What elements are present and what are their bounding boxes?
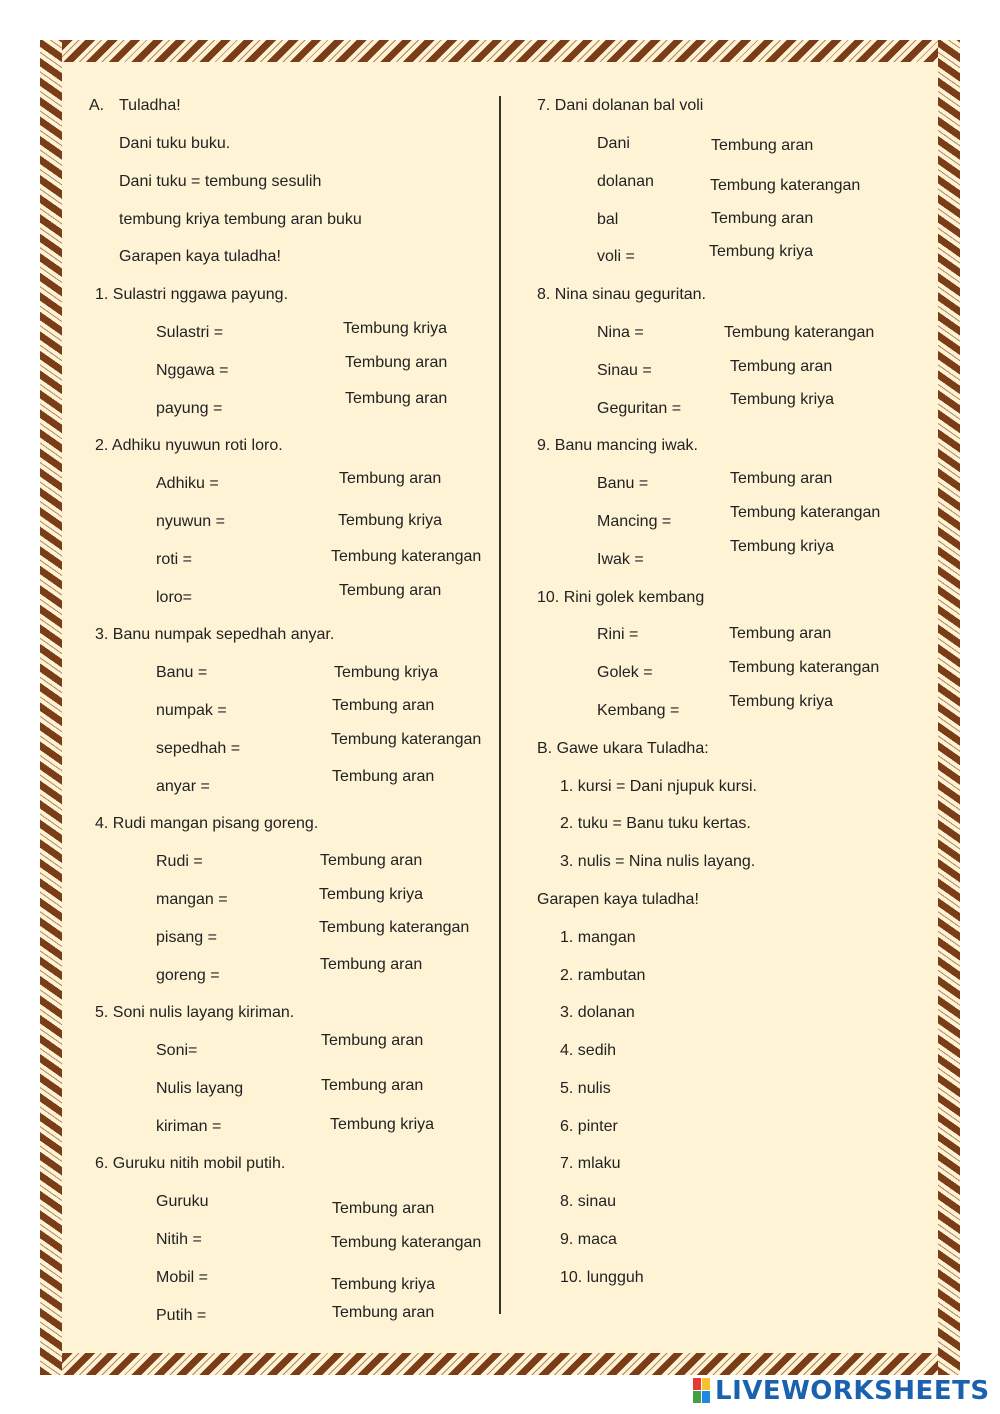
word-label: dolanan: [597, 173, 654, 190]
answer-field[interactable]: Tembung katerangan: [730, 504, 881, 521]
question-title: 10. Rini golek kembang: [537, 589, 705, 606]
question-title: 7. Dani dolanan bal voli: [537, 97, 704, 114]
word-label: Sinau =: [597, 362, 652, 379]
example-sentence: Dani tuku buku.: [119, 135, 231, 152]
word-label: kiriman =: [156, 1118, 222, 1135]
word-label: numpak =: [156, 702, 227, 719]
word-label: goreng =: [156, 967, 220, 984]
question-title: 8. Nina sinau geguritan.: [537, 286, 706, 303]
answer-field[interactable]: Tembung kriya: [729, 693, 834, 710]
word-label: voli =: [597, 248, 635, 265]
answer-field[interactable]: Tembung katerangan: [331, 731, 482, 748]
exercise-item: 10. lungguh: [560, 1269, 644, 1286]
word-label: Banu =: [597, 475, 649, 492]
example-line: Dani tuku = tembung sesulih: [119, 173, 322, 190]
question-title: 5. Soni nulis layang kiriman.: [95, 1004, 295, 1021]
liveworksheets-logo[interactable]: [693, 1375, 990, 1407]
column-divider: [499, 96, 501, 1314]
word-label: loro=: [156, 589, 193, 606]
answer-field[interactable]: Tembung katerangan: [331, 1234, 482, 1251]
instruction-text: Garapen kaya tuladha!: [537, 891, 699, 908]
answer-field[interactable]: Tembung aran: [320, 956, 423, 973]
answer-field[interactable]: Tembung aran: [332, 1200, 435, 1217]
section-b-title: B. Gawe ukara Tuladha:: [537, 740, 709, 757]
exercise-item: 6. pinter: [560, 1118, 618, 1135]
answer-field[interactable]: Tembung aran: [332, 768, 435, 785]
answer-field[interactable]: Tembung katerangan: [729, 659, 880, 676]
word-label: Sulastri =: [156, 324, 224, 341]
answer-field[interactable]: Tembung kriya: [343, 320, 448, 337]
answer-field[interactable]: Tembung katerangan: [724, 324, 875, 341]
word-label: Mancing =: [597, 513, 672, 530]
answer-field[interactable]: Tembung aran: [320, 852, 423, 869]
word-label: Soni=: [156, 1042, 198, 1059]
word-label: Nitih =: [156, 1231, 202, 1248]
example-line: tembung kriya tembung aran buku: [119, 211, 362, 228]
word-label: Mobil =: [156, 1269, 209, 1286]
decorative-border-right: [938, 40, 960, 1375]
word-label: Rudi =: [156, 853, 203, 870]
answer-field[interactable]: Tembung kriya: [330, 1116, 435, 1133]
question-title: 6. Guruku nitih mobil putih.: [95, 1155, 286, 1172]
question-title: 2. Adhiku nyuwun roti loro.: [95, 437, 283, 454]
question-title: 3. Banu numpak sepedhah anyar.: [95, 626, 335, 643]
word-label: Adhiku =: [156, 475, 219, 492]
exercise-item: 2. rambutan: [560, 967, 646, 984]
word-label: Kembang =: [597, 702, 680, 719]
word-label: mangan =: [156, 891, 228, 908]
answer-field[interactable]: Tembung aran: [729, 625, 832, 642]
word-label: payung =: [156, 400, 223, 417]
answer-field[interactable]: Tembung aran: [345, 390, 448, 407]
answer-field[interactable]: Tembung kriya: [338, 512, 443, 529]
exercise-item: 4. sedih: [560, 1042, 617, 1059]
answer-field[interactable]: Tembung aran: [730, 470, 833, 487]
answer-field[interactable]: Tembung kriya: [334, 664, 439, 681]
word-label: pisang =: [156, 929, 217, 946]
decorative-border-left: [40, 40, 62, 1375]
word-label: Dani: [597, 135, 630, 152]
answer-field[interactable]: Tembung aran: [332, 1304, 435, 1321]
exercise-item: 1. mangan: [560, 929, 636, 946]
decorative-border-top: [40, 40, 960, 62]
instruction-text: Garapen kaya tuladha!: [119, 248, 281, 265]
word-label: Geguritan =: [597, 400, 682, 417]
word-label: Nina =: [597, 324, 644, 341]
question-title: 4. Rudi mangan pisang goreng.: [95, 815, 319, 832]
example-sentence: 1. kursi = Dani njupuk kursi.: [560, 778, 757, 795]
answer-field[interactable]: Tembung kriya: [709, 243, 814, 260]
word-label: roti =: [156, 551, 193, 568]
answer-field[interactable]: Tembung aran: [332, 697, 435, 714]
question-title: 1. Sulastri nggawa payung.: [95, 286, 289, 303]
answer-field[interactable]: Tembung aran: [321, 1032, 424, 1049]
question-title: 9. Banu mancing iwak.: [537, 437, 698, 454]
answer-field[interactable]: Tembung aran: [711, 137, 814, 154]
logo-text: LIVEWORKSHEETS: [715, 1376, 990, 1406]
liveworksheets-logo-icon: [693, 1378, 711, 1404]
exercise-item: 9. maca: [560, 1231, 617, 1248]
answer-field[interactable]: Tembung aran: [339, 582, 442, 599]
answer-field[interactable]: Tembung kriya: [331, 1276, 436, 1293]
word-label: Iwak =: [597, 551, 644, 568]
answer-field[interactable]: Tembung aran: [339, 470, 442, 487]
word-label: Putih =: [156, 1307, 207, 1324]
answer-field[interactable]: Tembung aran: [730, 358, 833, 375]
word-label: bal: [597, 211, 619, 228]
word-label: Rini =: [597, 626, 639, 643]
exercise-item: 3. dolanan: [560, 1004, 635, 1021]
answer-field[interactable]: Tembung katerangan: [710, 177, 861, 194]
word-label: Golek =: [597, 664, 653, 681]
answer-field[interactable]: Tembung kriya: [730, 391, 835, 408]
exercise-item: 8. sinau: [560, 1193, 617, 1210]
section-a-title: Tuladha!: [119, 97, 181, 114]
word-label: Nggawa =: [156, 362, 229, 379]
word-label: sepedhah =: [156, 740, 241, 757]
answer-field[interactable]: Tembung aran: [321, 1077, 424, 1094]
word-label: Guruku: [156, 1193, 209, 1210]
example-sentence: 3. nulis = Nina nulis layang.: [560, 853, 756, 870]
answer-field[interactable]: Tembung aran: [345, 354, 448, 371]
word-label: Nulis layang: [156, 1080, 244, 1097]
word-label: nyuwun =: [156, 513, 225, 530]
answer-field[interactable]: Tembung aran: [711, 210, 814, 227]
answer-field[interactable]: Tembung kriya: [319, 886, 424, 903]
answer-field[interactable]: Tembung katerangan: [319, 919, 470, 936]
word-label: Banu =: [156, 664, 208, 681]
exercise-item: 7. mlaku: [560, 1155, 621, 1172]
answer-field[interactable]: Tembung kriya: [730, 538, 835, 555]
example-sentence: 2. tuku = Banu tuku kertas.: [560, 815, 751, 832]
decorative-border-bottom: [40, 1353, 960, 1375]
answer-field[interactable]: Tembung katerangan: [331, 548, 482, 565]
section-a-marker: A.: [89, 97, 105, 114]
exercise-item: 5. nulis: [560, 1080, 611, 1097]
word-label: anyar =: [156, 778, 210, 795]
